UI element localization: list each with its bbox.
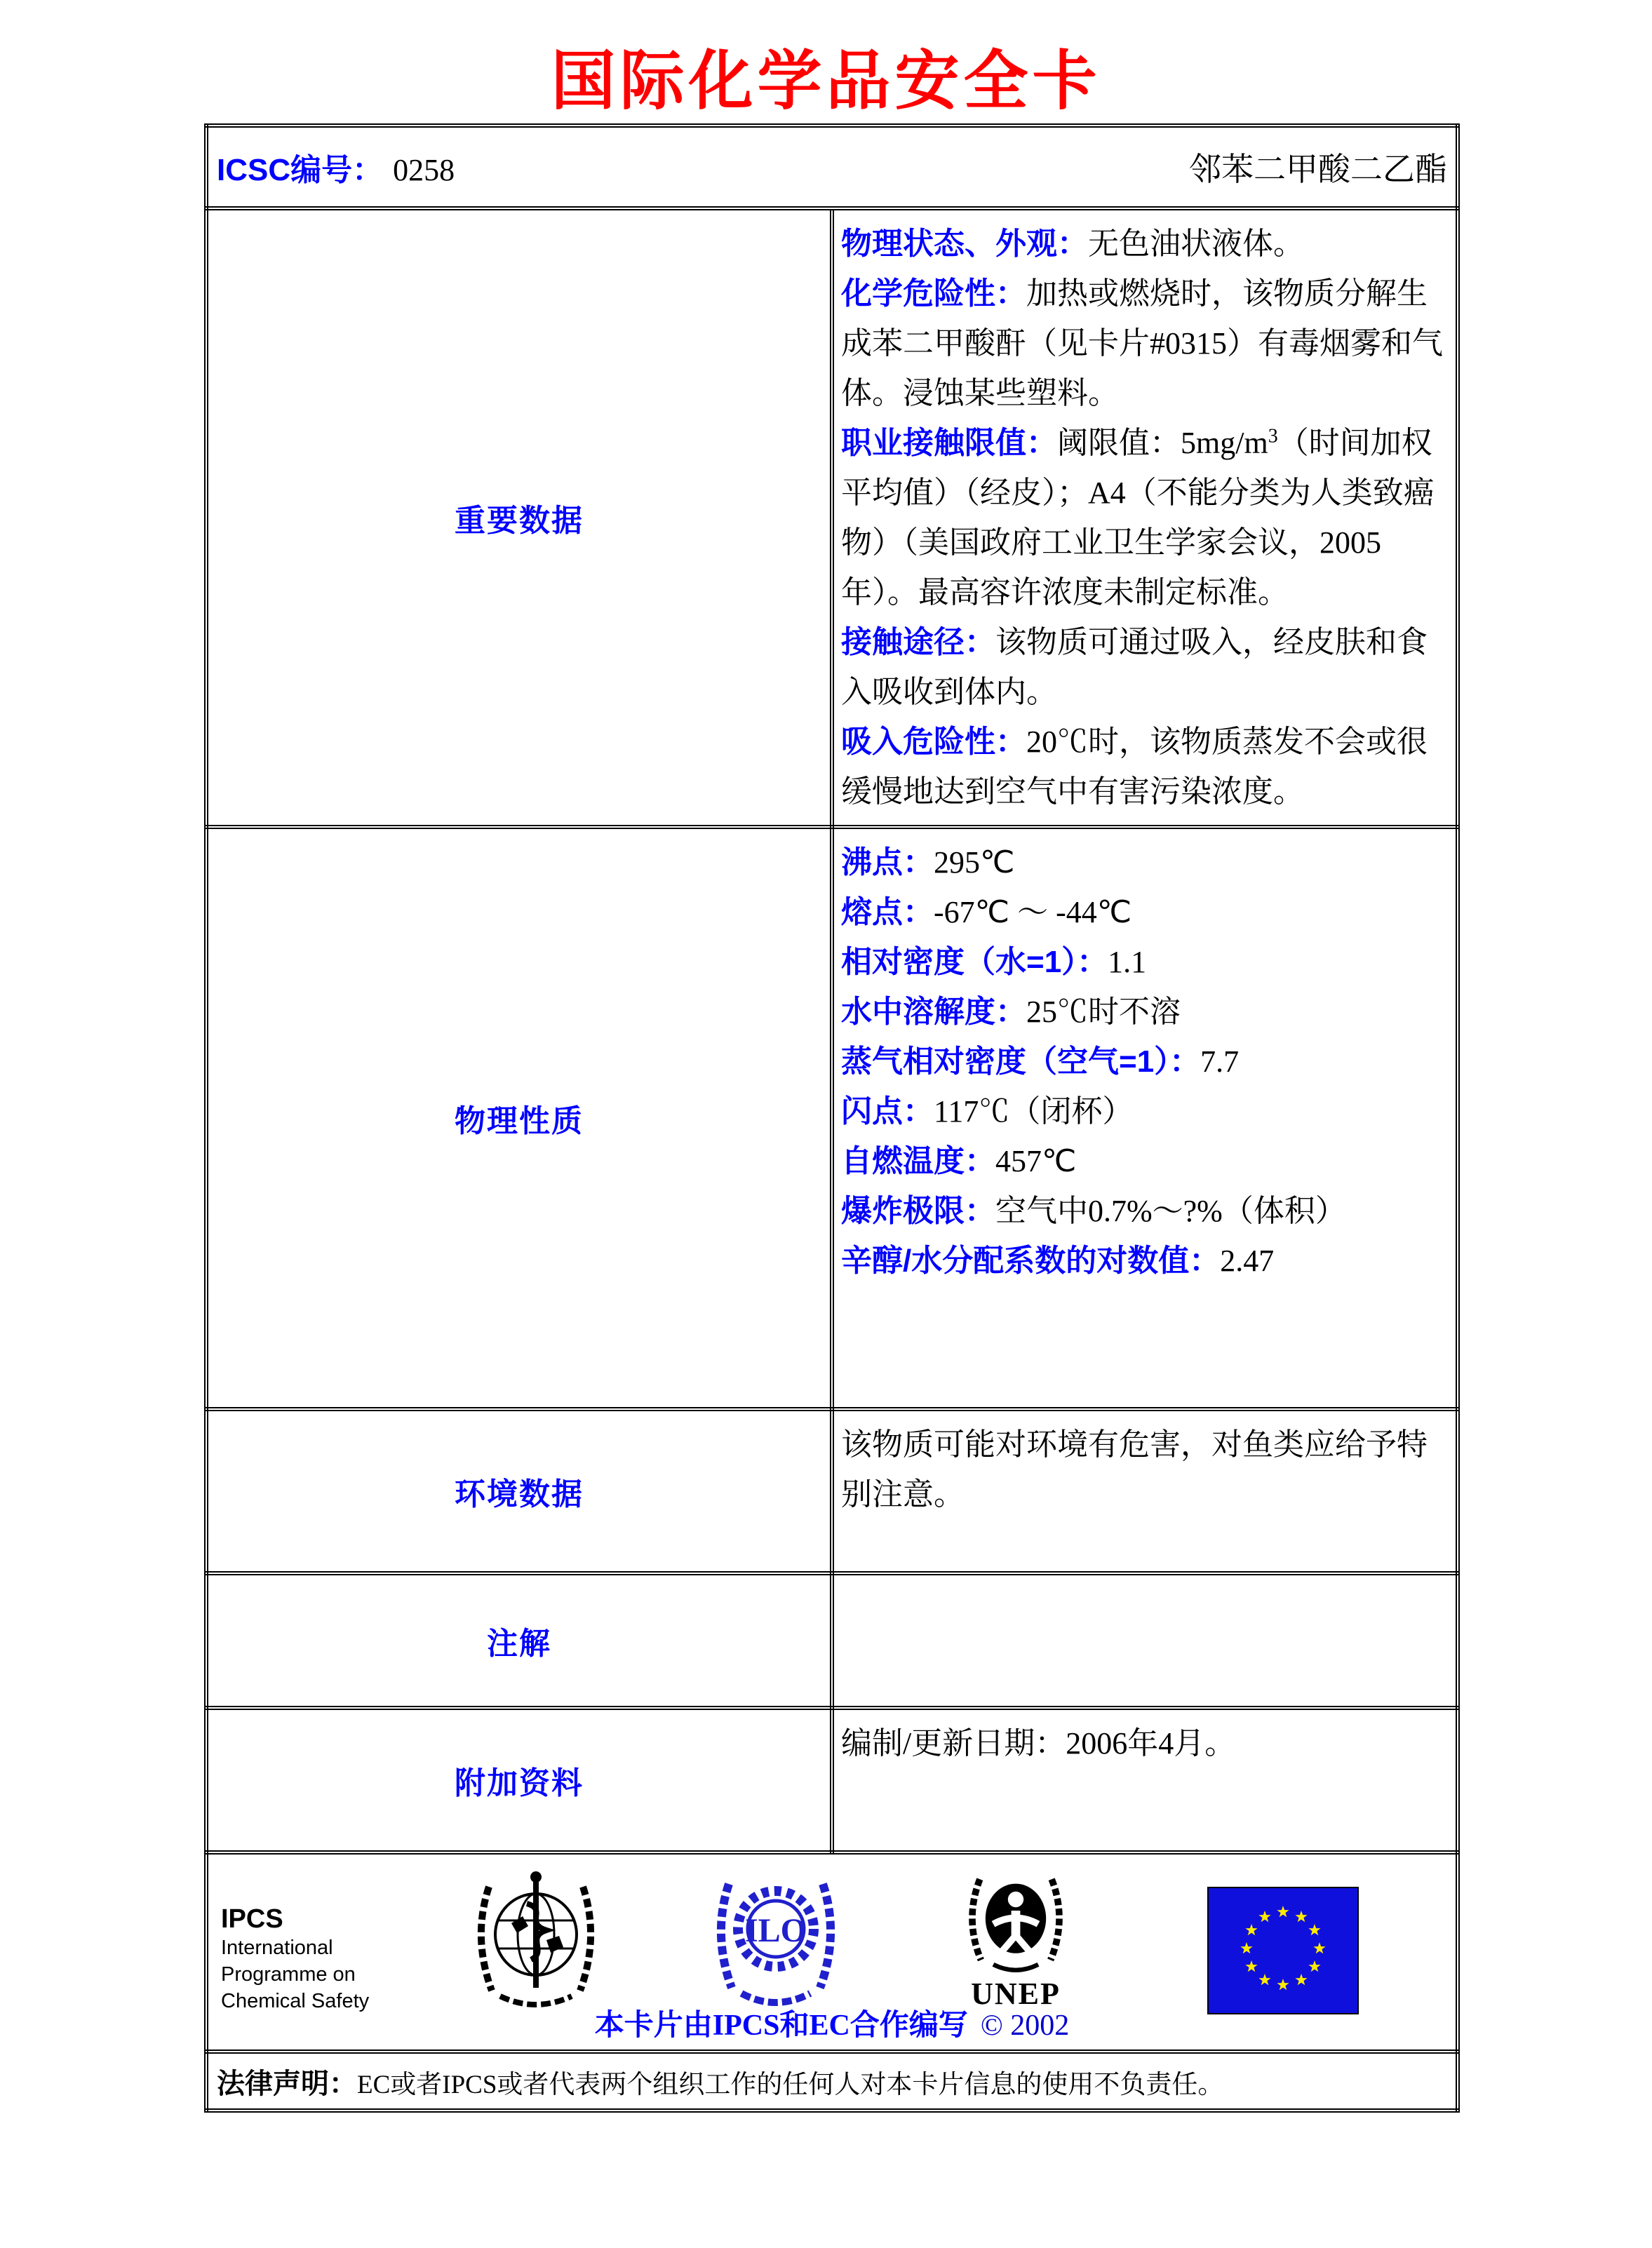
important-item-label: 接触途径： [841,625,995,659]
property-value: 2.47 [1220,1244,1275,1278]
unep-wordmark: UNEP [971,1977,1061,2011]
property-value: -67℃ ～ -44℃ [934,895,1132,929]
property-value: 空气中0.7%～?%（体积） [995,1194,1346,1228]
property-flash-point [841,1086,1446,1136]
ipcs-line: Programme on [221,1963,356,1986]
environmental-data-row [206,1409,1458,1573]
property-label: 自燃温度： [841,1144,995,1178]
property-label: 蒸气相对密度（空气=1）： [841,1044,1201,1079]
important-data-row [206,208,1458,827]
eu-flag-icon [1207,1887,1359,2014]
property-partition-coefficient [841,1236,1446,1286]
legal-cell [206,2052,1458,2111]
property-autoignition-temperature [841,1136,1446,1186]
copyright-text: 本卡片由IPCS和EC合作编写 [594,2010,968,2042]
important-item-label: 物理状态、外观： [841,227,1088,261]
important-item-label: 吸入危险性： [841,725,1026,759]
ipcs-acronym: IPCS [221,1904,283,1934]
important-item-label: 职业接触限值： [841,426,1057,460]
property-label: 闪点： [841,1094,934,1129]
row-label-additional-info: 附加资料 [206,1708,832,1852]
important-item-text: 阈限值：5mg/m [1057,426,1268,460]
important-item-inhalation-risk [841,717,1446,816]
property-label: 水中溶解度： [841,995,1026,1029]
row-label-important-data: 重要数据 [206,208,832,827]
icsc-number [217,144,455,189]
important-item-label: 化学危险性： [841,276,1026,311]
icsc-number-label: ICSC编号： [217,153,384,187]
additional-info-text: 编制/更新日期：2006年4月。 [841,1726,1236,1761]
property-vapor-density [841,1037,1446,1086]
additional-info-content [832,1708,1458,1852]
card-header-cell [206,126,1458,208]
important-item-text-continued: （时间加权平均值）（经皮）；A4（不能分类为人类致癌物）（美国政府工业卫生学家会议，2005年）。最高容许浓度未制定标准。 [841,426,1435,610]
important-item-exposure-routes [841,617,1446,717]
environmental-data-text: 该物质可能对环境有危害，对鱼类应给予特别注意。 [841,1427,1428,1512]
legal-text: EC或者IPCS或者代表两个组织工作的任何人对本卡片信息的使用不负责任。 [357,2070,1224,2099]
important-item-exposure-limits [841,418,1446,617]
row-label-physical-properties: 物理性质 [206,827,832,1409]
property-label: 辛醇/水分配系数的对数值： [841,1244,1221,1278]
important-item-text: 无色油状液体。 [1088,227,1304,261]
property-label: 熔点： [841,895,934,929]
ipcs-line: Chemical Safety [221,1990,370,2012]
notes-row [206,1573,1458,1708]
important-item-text: 加热或燃烧时，该物质分解生成苯二甲酸酐（见卡片#0315）有毒烟雾和气体。浸蚀某些塑料。 [841,276,1443,410]
important-item-appearance [841,219,1446,269]
row-label-notes: 注解 [206,1573,832,1708]
who-emblem-icon [469,1867,603,2016]
property-relative-density [841,937,1446,987]
property-boiling-point [841,837,1446,887]
notes-content [832,1573,1458,1708]
important-item-chemical-danger [841,269,1446,418]
property-value: 295℃ [934,845,1015,880]
property-melting-point [841,887,1446,937]
logos-row [206,1852,1458,2052]
ipcs-text-block [221,1904,369,2014]
copyright-year: © 2002 [980,2010,1070,2042]
ipcs-line: International [221,1937,333,1959]
ilo-letters: ILO [744,1912,807,1949]
superscript: 3 [1268,425,1278,447]
unep-emblem-icon [960,1866,1072,1978]
property-water-solubility [841,987,1446,1037]
physical-properties-row [206,827,1458,1409]
property-explosive-limits [841,1186,1446,1236]
chemical-name: 邻苯二甲酸二乙酯 [1189,152,1447,187]
legal-row [206,2052,1458,2111]
icsc-card-table [204,123,1460,2113]
environmental-data-content [832,1409,1458,1573]
page-title: 国际化学品安全卡 [551,46,1101,117]
property-label: 沸点： [841,845,934,880]
important-data-content [832,208,1458,827]
icsc-number-value: 0258 [393,153,455,187]
property-value: 7.7 [1200,1044,1240,1079]
logos-cell [206,1852,1458,2052]
ilo-emblem-icon [711,1867,841,2016]
row-label-environmental-data: 环境数据 [206,1409,832,1573]
important-item-text: 20℃时，该物质蒸发不会或很缓慢地达到空气中有害污染浓度。 [841,725,1428,809]
property-value: 117℃（闭杯） [934,1094,1134,1129]
physical-properties-content [832,827,1458,1409]
important-item-text: 该物质可通过吸入，经皮肤和食入吸收到体内。 [841,625,1428,709]
property-value: 25℃时不溶 [1026,995,1181,1029]
copyright-line [208,2002,1456,2044]
unep-logo-block [956,1866,1075,2010]
property-label: 相对密度（水=1）： [841,945,1108,979]
legal-label: 法律声明： [217,2068,357,2099]
card-header-row [206,126,1458,208]
additional-info-row [206,1708,1458,1852]
property-value: 1.1 [1108,945,1147,979]
logo-band [208,1863,1456,2012]
property-value: 457℃ [995,1144,1077,1178]
property-label: 爆炸极限： [841,1194,995,1228]
